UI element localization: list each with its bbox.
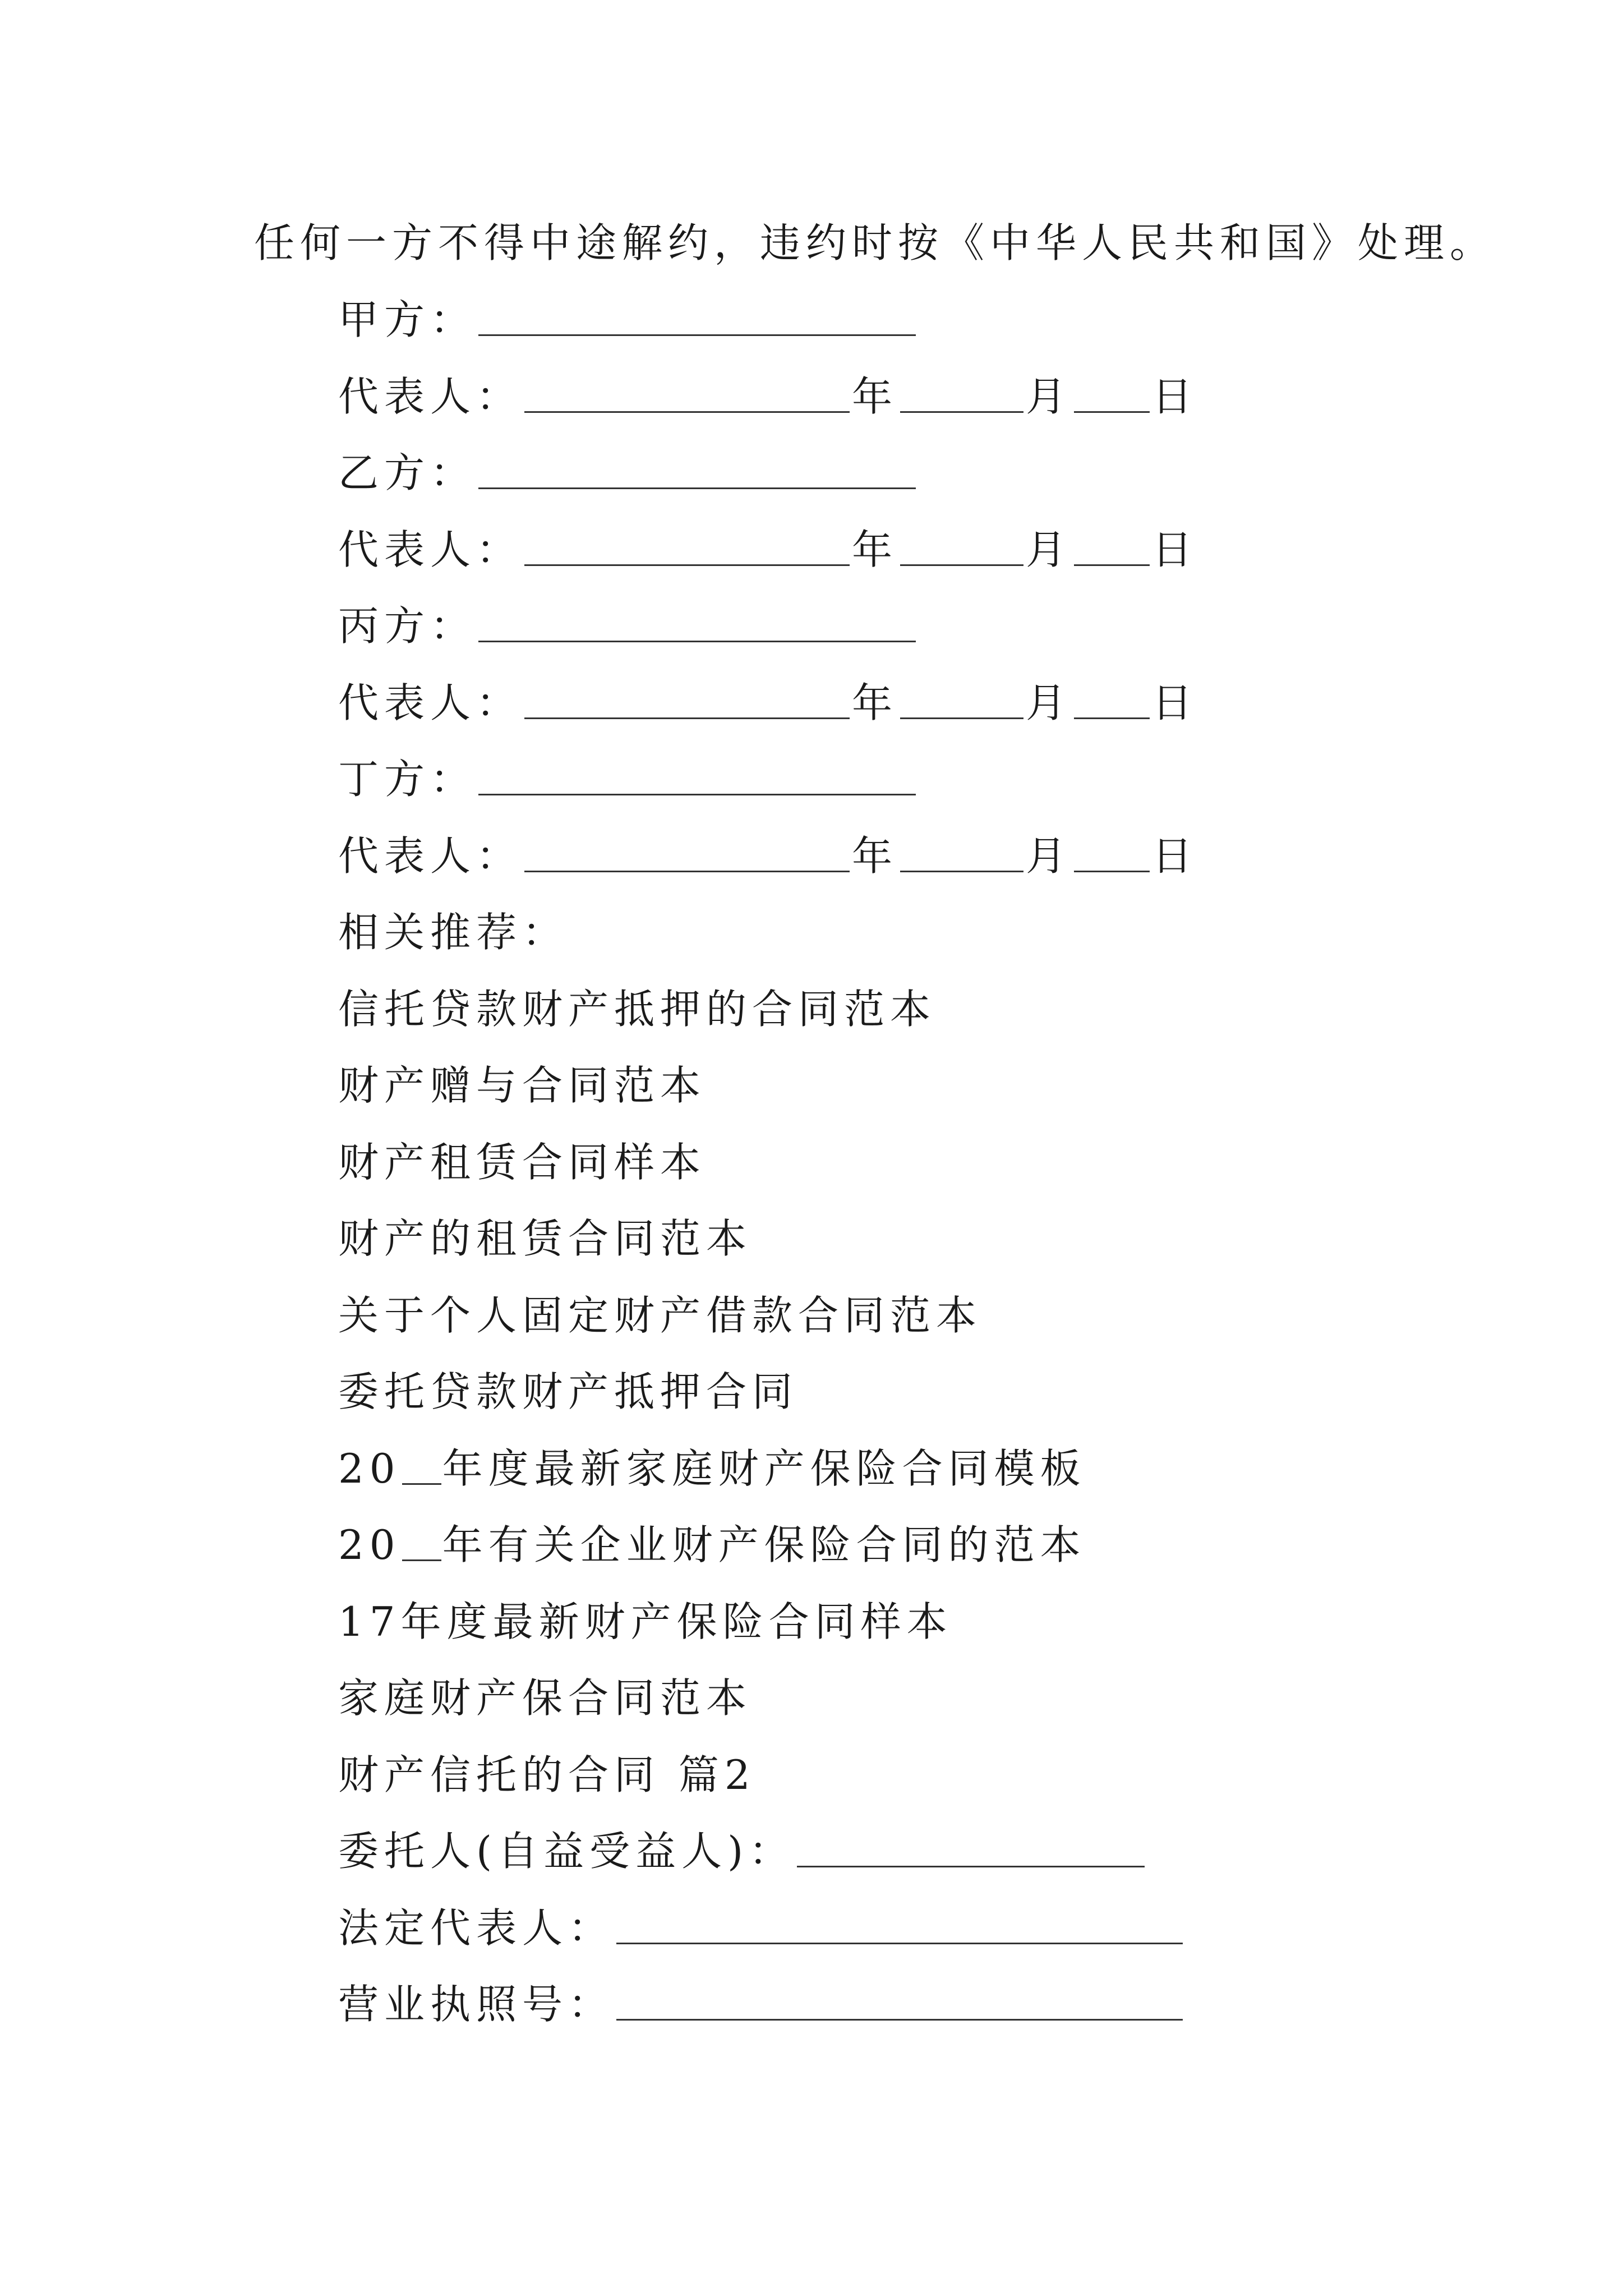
rep-blank xyxy=(524,701,850,719)
license-line xyxy=(338,1973,1185,2035)
related-link[interactable]: 关于个人固定财产借款合同范本 xyxy=(338,1292,983,1339)
year-label: 年 xyxy=(852,679,898,726)
legal-rep-label: 法定代表人： xyxy=(338,1904,615,1952)
year-prefix: 20 xyxy=(338,1445,401,1492)
party-a-blank xyxy=(478,318,916,336)
day-label: 日 xyxy=(1152,679,1198,726)
party-b-line xyxy=(338,442,918,504)
related-link[interactable]: 家庭财产保合同范本 xyxy=(338,1674,753,1722)
intro-paragraph: 任何一方不得中途解约，违约时按《中华人民共和国》处理。 xyxy=(254,219,1496,266)
related-link-text: 年度最新家庭财产保险合同模板 xyxy=(442,1445,1086,1492)
month-blank xyxy=(900,854,1023,872)
day-label: 日 xyxy=(1152,373,1198,420)
party-c-blank xyxy=(478,624,916,642)
day-blank xyxy=(1074,854,1150,872)
day-blank xyxy=(1074,394,1150,413)
party-b-rep-line xyxy=(338,519,1198,581)
party-c-line xyxy=(338,595,918,657)
party-a-line xyxy=(338,289,918,351)
month-label: 月 xyxy=(1026,526,1072,573)
legal-rep-blank xyxy=(616,1926,1183,1944)
rep-label: 代表人： xyxy=(338,526,523,573)
party-d-rep-line xyxy=(338,825,1198,887)
license-label: 营业执照号： xyxy=(338,1981,615,2028)
day-label: 日 xyxy=(1152,832,1198,880)
related-link[interactable]: 财产赠与合同范本 xyxy=(338,1062,707,1109)
month-label: 月 xyxy=(1026,373,1072,420)
year-label: 年 xyxy=(852,832,898,880)
rep-blank xyxy=(524,854,850,872)
month-blank xyxy=(900,394,1023,413)
rep-blank xyxy=(524,394,850,413)
month-label: 月 xyxy=(1026,679,1072,726)
year-prefix: 20 xyxy=(338,1521,401,1568)
related-link[interactable]: 委托贷款财产抵押合同 xyxy=(338,1368,799,1415)
month-blank xyxy=(900,701,1023,719)
rep-blank xyxy=(524,547,850,566)
year-label: 年 xyxy=(852,373,898,420)
year-blank xyxy=(402,1466,441,1485)
party-b-blank xyxy=(478,471,916,489)
day-label: 日 xyxy=(1152,526,1198,573)
year-blank xyxy=(402,1543,441,1561)
related-link[interactable] xyxy=(338,1514,1086,1576)
beneficiary-label: 委托人(自益受益人)： xyxy=(338,1828,795,1875)
related-link[interactable]: 17年度最新财产保险合同样本 xyxy=(338,1598,953,1645)
party-a-rep-line xyxy=(338,366,1198,427)
month-label: 月 xyxy=(1026,832,1072,880)
related-link[interactable]: 财产租赁合同样本 xyxy=(338,1139,707,1186)
beneficiary-line xyxy=(338,1820,1147,1882)
related-link[interactable]: 财产的租赁合同范本 xyxy=(338,1215,753,1262)
party-c-label: 丙方： xyxy=(338,602,477,650)
party-d-label: 丁方： xyxy=(338,756,477,803)
party-a-label: 甲方： xyxy=(338,296,477,343)
month-blank xyxy=(900,547,1023,566)
related-link[interactable] xyxy=(338,1438,1086,1499)
related-link-text: 年有关企业财产保险合同的范本 xyxy=(442,1521,1086,1568)
related-link[interactable]: 信托贷款财产抵押的合同范本 xyxy=(338,986,937,1033)
party-c-rep-line xyxy=(338,672,1198,734)
party-d-blank xyxy=(478,777,916,795)
section-title: 财产信托的合同 篇2 xyxy=(338,1751,756,1798)
year-label: 年 xyxy=(852,526,898,573)
party-d-line xyxy=(338,748,918,810)
party-b-label: 乙方： xyxy=(338,449,477,496)
day-blank xyxy=(1074,701,1150,719)
beneficiary-blank xyxy=(797,1849,1145,1867)
license-blank xyxy=(616,2002,1183,2021)
legal-rep-line xyxy=(338,1897,1185,1959)
rep-label: 代表人： xyxy=(338,679,523,726)
related-heading: 相关推荐： xyxy=(338,909,569,956)
day-blank xyxy=(1074,547,1150,566)
rep-label: 代表人： xyxy=(338,832,523,880)
rep-label: 代表人： xyxy=(338,373,523,420)
